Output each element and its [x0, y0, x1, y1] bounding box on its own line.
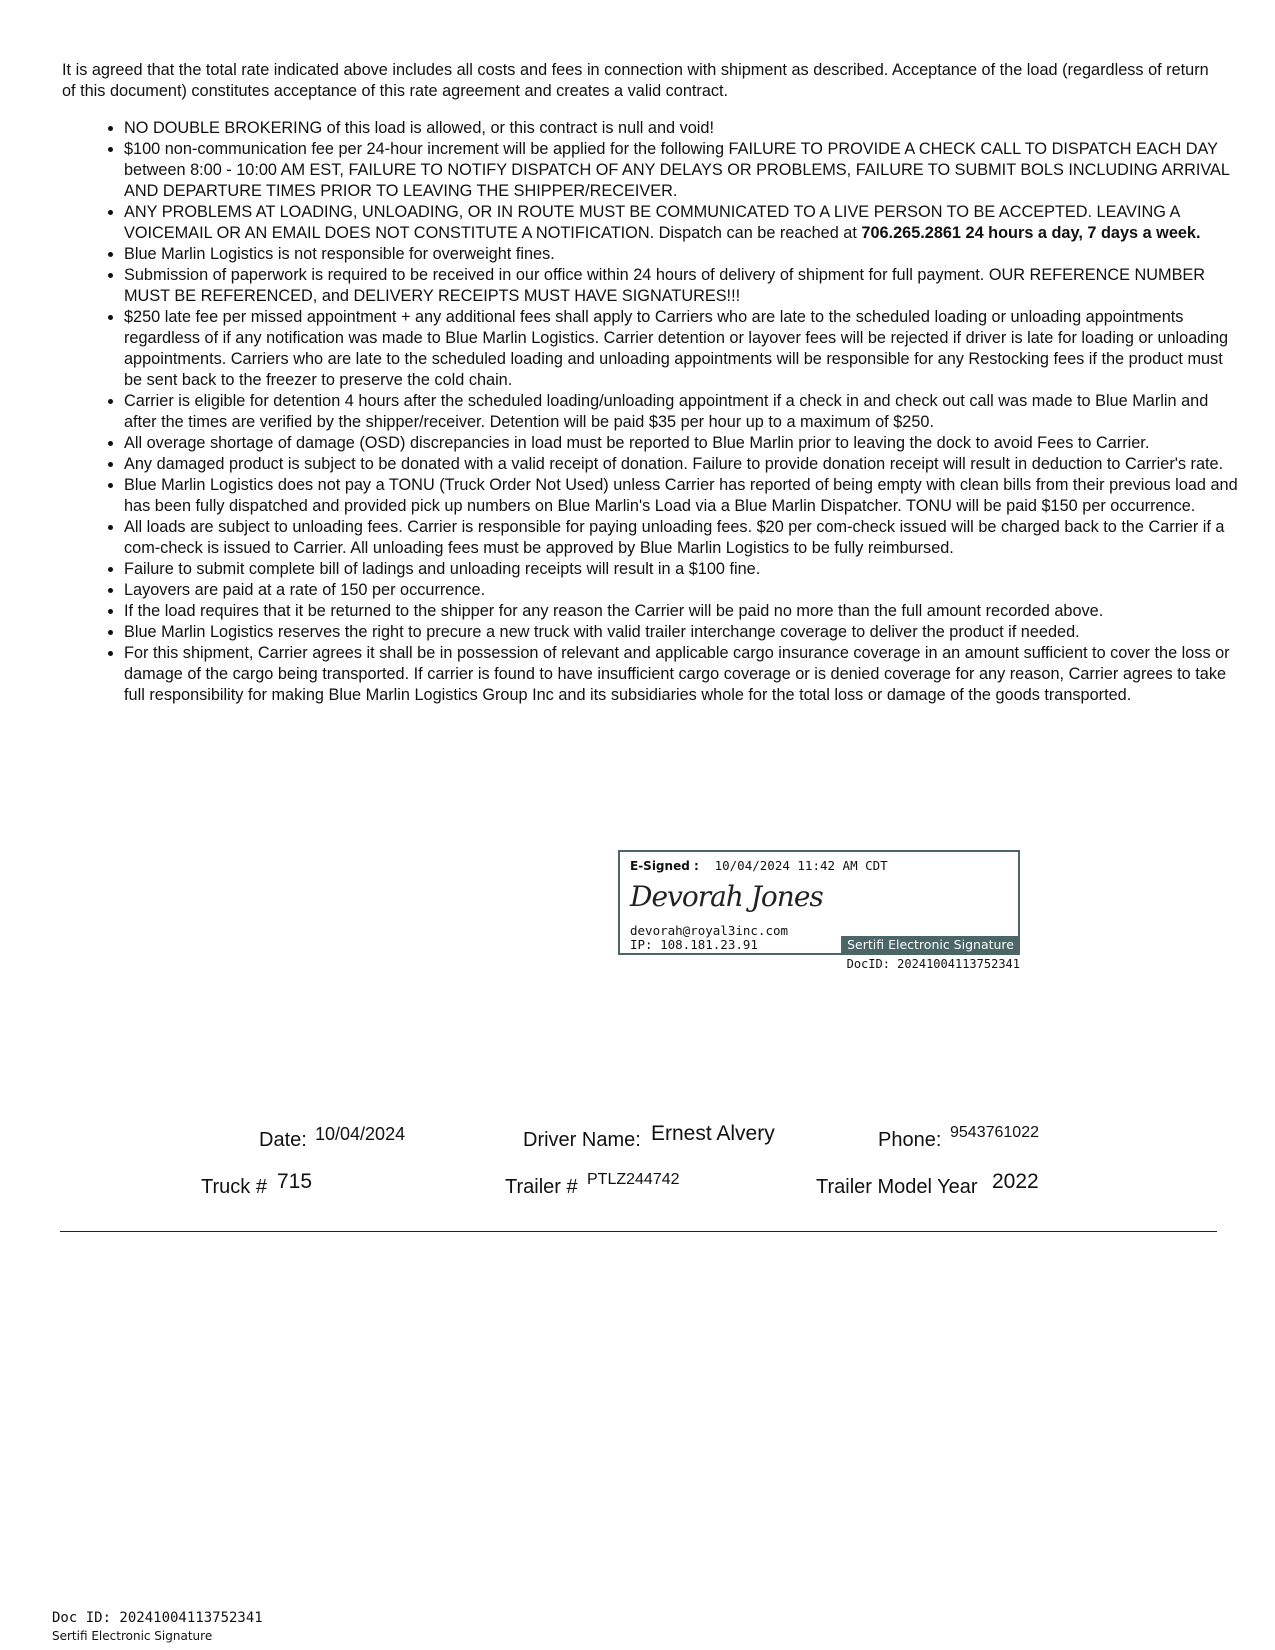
- phone-value: 9543761022: [950, 1124, 1039, 1141]
- term-item: • Blue Marlin Logistics reserves the right to precure a new truck with valid trailer interchange coverage to deliver the product if needed.: [124, 622, 1244, 643]
- term-item: • Any damaged product is subject to be donated with a valid receipt of donation. Failure to provide donation receipt will result in deduction to Carrier's rate.: [124, 454, 1244, 475]
- driver-name-label: Driver Name:: [523, 1129, 641, 1151]
- dispatch-contact: 706.265.2861 24 hours a day, 7 days a week.: [861, 224, 1201, 242]
- term-item: • $100 non-communication fee per 24-hour increment will be applied for the following FAILURE TO PROVIDE A CHECK CALL TO DISPATCH EACH DAY between 8:00 - 10:00 AM EST, FAILURE TO NOTIFY DISPATCH OF ANY DELAYS OR PROBLEMS, FAILURE TO SUBMIT BOLS INCLUDING ARRIVAL AND DEPARTURE TIMES PRIOR TO LEAVING THE SHIPPER/RECEIVER.: [124, 139, 1244, 202]
- driver-name-value: Ernest Alvery: [651, 1122, 775, 1145]
- esign-label: E-Signed :: [630, 859, 699, 873]
- term-item: • $250 late fee per missed appointment + any additional fees shall apply to Carriers who are late to the scheduled loading or unloading appointments regardless of if any notification was made to Blue Marlin Logistics. Carrier detention or layover fees will be rejected if driver is late for loading or unloading appointments. Carriers who are late to the scheduled loading and unloading appointments will be responsible for any Restocking fees if the product must be sent back to the freezer to preserve the cold chain.: [124, 307, 1244, 391]
- trailer-model-year-value: 2022: [992, 1170, 1039, 1193]
- esignature-box: [618, 850, 1020, 955]
- signature: Devorah Jones: [630, 880, 823, 913]
- term-item: • For this shipment, Carrier agrees it shall be in possession of relevant and applicable cargo insurance coverage in an amount sufficient to cover the loss or damage of the cargo being transported. If carrier is found to have insufficient cargo coverage or is denied coverage for any reason, Carrier agrees to take full responsibility for making Blue Marlin Logistics Group Inc and its subsidiaries whole for the total loss or damage of the goods transported.: [124, 643, 1244, 706]
- trailer-label: Trailer #: [505, 1176, 578, 1198]
- signer-ip: IP: 108.181.23.91: [630, 937, 758, 952]
- trailer-model-year-label: Trailer Model Year: [816, 1176, 978, 1198]
- separator-line: [60, 1231, 1217, 1232]
- term-item: • All loads are subject to unloading fees. Carrier is responsible for paying unloading fees. $20 per com-check issued will be charged back to the Carrier if a com-check is issued to Carrier. All unloading fees must be approved by Blue Marlin Logistics to be fully reimbursed.: [124, 517, 1244, 559]
- term-item: [124, 202, 1244, 244]
- term-item: • All overage shortage of damage (OSD) discrepancies in load must be reported to Blue Marlin prior to leaving the dock to avoid Fees to Carrier.: [124, 433, 1244, 454]
- trailer-value: PTLZ244742: [587, 1171, 680, 1188]
- date-value: 10/04/2024: [315, 1124, 406, 1144]
- agreement-intro: It is agreed that the total rate indicated above includes all costs and fees in connection with shipment as described. Acceptance of the load (regardless of return of this document) constitutes acceptance of this rate agreement and creates a valid contract.: [62, 61, 1209, 100]
- footer-docid: Doc ID: 20241004113752341: [52, 1610, 263, 1626]
- footer-brand: Sertifi Electronic Signature: [52, 1629, 213, 1643]
- term-item: • Blue Marlin Logistics is not responsible for overweight fines.: [124, 244, 1244, 265]
- truck-label: Truck #: [201, 1176, 267, 1198]
- esign-header: [630, 858, 888, 873]
- term-item: • Blue Marlin Logistics does not pay a TONU (Truck Order Not Used) unless Carrier has reported of being empty with clean bills from their previous load and has been fully dispatched and provided pick up numbers on Blue Marlin's Load via a Blue Marlin Dispatcher. TONU will be paid $150 per occurrence.: [124, 475, 1244, 517]
- term-text: ANY PROBLEMS AT LOADING, UNLOADING, OR IN ROUTE MUST BE COMMUNICATED TO A LIVE PERSON TO BE ACCEPTED. LEAVING A VOICEMAIL OR AN EMAIL DOES NOT CONSTITUTE A NOTIFICATION. Dispatch can be reached at: [124, 203, 1180, 242]
- term-item: • If the load requires that it be returned to the shipper for any reason the Carrier will be paid no more than the full amount recorded above.: [124, 601, 1244, 622]
- esign-brand-badge: Sertifi Electronic Signature: [841, 936, 1018, 953]
- terms-list: [104, 118, 1244, 706]
- truck-value: 715: [277, 1170, 313, 1193]
- date-label: Date:: [259, 1129, 307, 1151]
- term-item: • Submission of paperwork is required to be received in our office within 24 hours of delivery of shipment for full payment. OUR REFERENCE NUMBER MUST BE REFERENCED, and DELIVERY RECEIPTS MUST HAVE SIGNATURES!!!: [124, 265, 1244, 307]
- phone-label: Phone:: [878, 1129, 942, 1151]
- esign-timestamp: 10/04/2024 11:42 AM CDT: [714, 858, 888, 873]
- term-item: • NO DOUBLE BROKERING of this load is allowed, or this contract is null and void!: [124, 118, 1244, 139]
- esign-docid: DocID: 20241004113752341: [846, 957, 1020, 971]
- term-item: • Failure to submit complete bill of ladings and unloading receipts will result in a $100 fine.: [124, 559, 1244, 580]
- term-item: • Layovers are paid at a rate of 150 per occurrence.: [124, 580, 1244, 601]
- signer-email: devorah@royal3inc.com: [630, 923, 789, 938]
- term-item: • Carrier is eligible for detention 4 hours after the scheduled loading/unloading appointment if a check in and check out call was made to Blue Marlin and after the times are verified by the shipper/receiver. Detention will be paid $35 per hour up to a maximum of $250.: [124, 391, 1244, 433]
